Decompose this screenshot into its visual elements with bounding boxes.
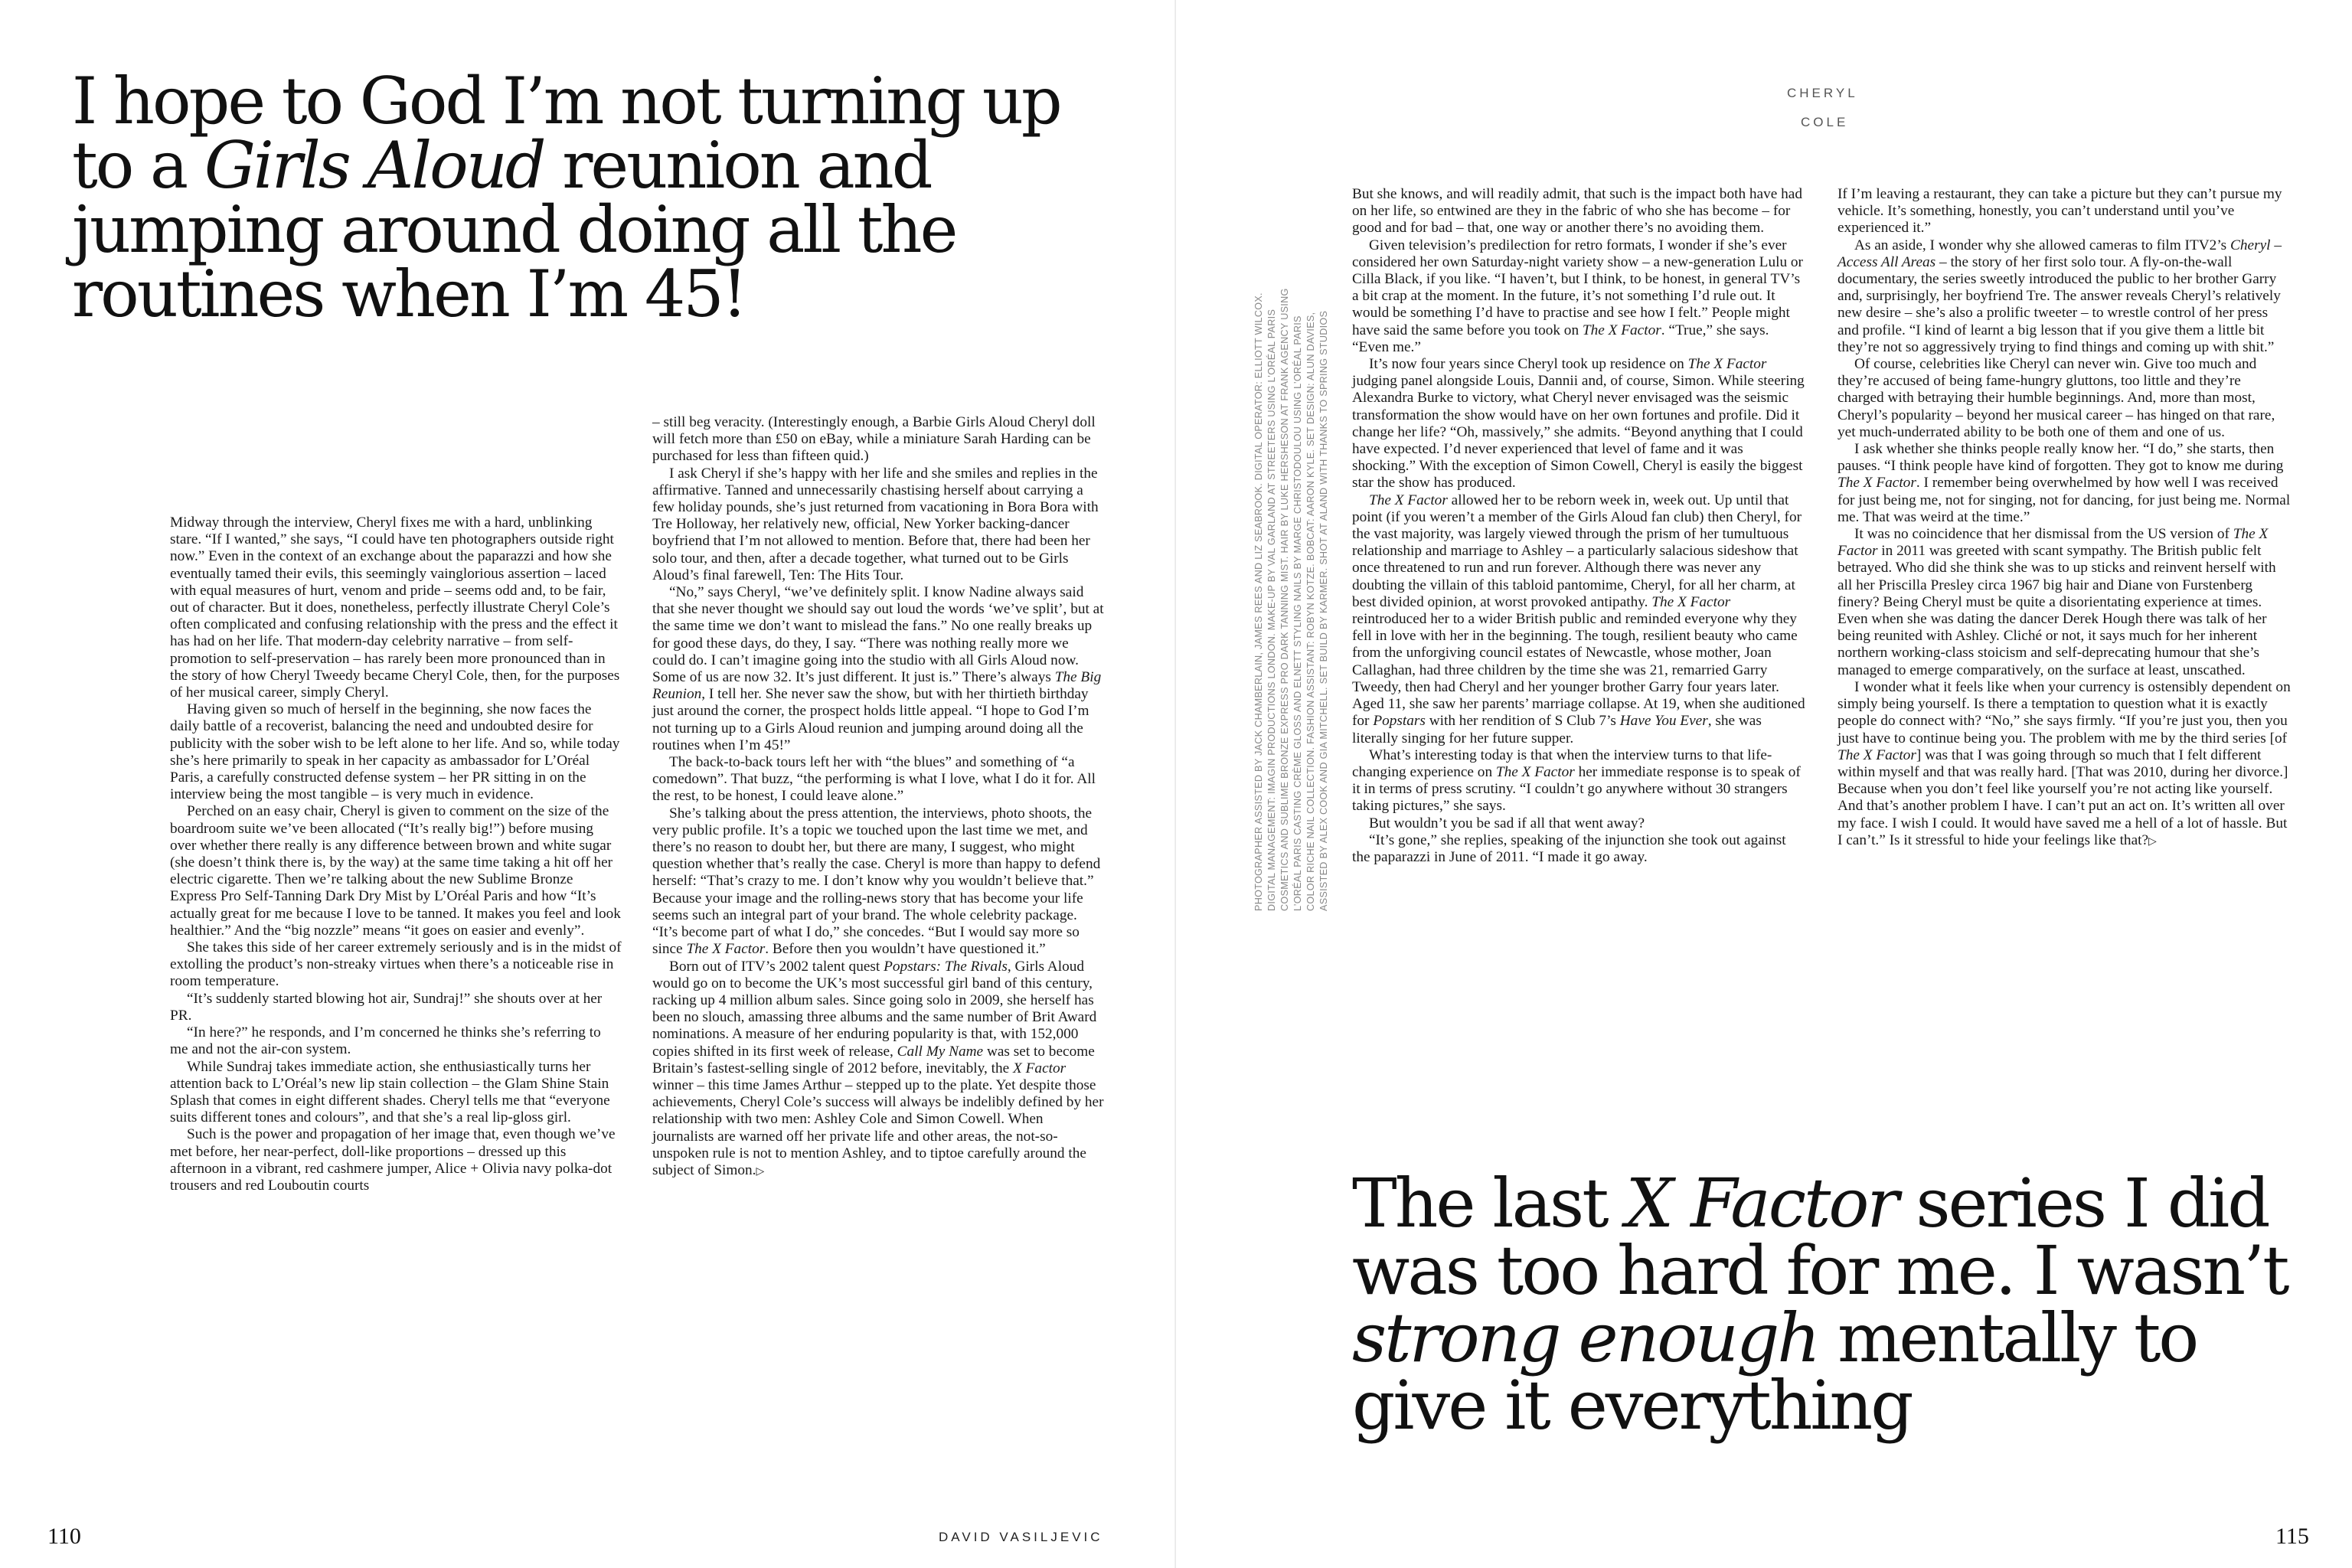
paragraph: I ask whether she thinks people really know her. “I do,” she starts, then pauses. “I think people have kind of forgotten. They got to know me during The X Factor. I remember being overwhelmed by how well I was received for just being me, not for singing, not for dancing, for just being me. Normal me. That was weird at the time.”: [1838, 441, 2291, 525]
paragraph: What’s interesting today is that when the interview turns to that life-changing experience on The X Factor her immediate response is to speak of it in terms of press scrutiny. “I couldn’t go anywhere without 30 strangers taking pictures,” she says.: [1352, 746, 1801, 815]
article-column-4: [1838, 186, 2291, 850]
paragraph: But wouldn’t you be sad if all that went away?: [1369, 815, 1645, 831]
author-byline: DAVID VASILJEVIC: [939, 1530, 1103, 1544]
paragraph: The back-to-back tours left her with “the blues” and something of “a comedown”. That buzz, “the performing is what I love, what I do it for. All the rest, to be honest, I could leave alone.”: [652, 754, 1096, 805]
paragraph: – still beg veracity. (Interestingly enough, a Barbie Girls Aloud Cheryl doll will fetch more than £50 on eBay, while a miniature Sarah Harding can be purchased for less than fifteen quid.): [652, 414, 1096, 465]
continue-arrow-icon: ▷: [2148, 835, 2157, 848]
paragraph: “In here?” he responds, and I’m concerned he thinks she’s referring to me and not the air-con system.: [170, 1024, 601, 1058]
paragraph: Given television’s predilection for retro formats, I wonder if she’s ever considered her own Saturday-night variety show – a new-generation Lulu or Cilla Black, if you like. “I haven’t, but I think, to be honest, in general TV’s a bit crap at the moment. In the future, it’s not something I’d rule out. It would be something I’d have to practise and see how I felt.” People might have said the same before you took on The X Factor. “True,” she says. “Even me.”: [1352, 237, 1803, 355]
paragraph: Born out of ITV’s 2002 talent quest Popstars: The Rivals, Girls Aloud would go on to become the UK’s most successful girl band of this century, racking up 4 million album sales. Since going solo in 2009, she herself has been no slouch, amassing three albums and the same number of Brit Award nominations. A measure of her enduring popularity is that, with 152,000 copies shifted in its first week of release, Call My Name was set to become Britain’s fastest-selling single of 2012 before, inevitably, the X Factor winner – this time James Arthur – stepped up to the plate. Yet despite those achievements, Cheryl Cole’s success will always be indelibly defined by her relationship with two men: Ashley Cole and Simon Cowell. When journalists are warned off her private life and other areas, the not-so-unspoken rule is not to mention Ashley, and to tiptoe carefully around the subject of Simon.▷: [652, 958, 1104, 1178]
paragraph: As an aside, I wonder why she allowed cameras to film ITV2’s Cheryl – Access All Areas – the story of her first solo tour. A fly-on-the-wall documentary, the series sweetly introduced the public to her brother Garry and, surprisingly, her boyfriend Tre. The answer reveals Cheryl’s relatively new desire – she’s also a prolific tweeter – to wrestle control of her press and profile. “I kind of learnt a big lesson that if you give them a little bit they’re not so aggressively trying to find things and coming up with shit.”: [1838, 237, 2282, 355]
paragraph: While Sundraj takes immediate action, she enthusiastically turns her attention back to L’Oréal’s new lip stain collection – the Glam Shine Stain Splash that comes in eight different shades. Cheryl tells me that “everyone suits different tones and colours”, and that she’s a real lip-gloss girl.: [170, 1058, 610, 1126]
photo-credits: PHOTOGRAPHER ASSISTED BY JACK CHAMBERLAIN, JAMES REES AND LIZ SEABROOK. DIGITAL OPERATOR: ELLIOTT WILCOX. DIGITAL MANAGEMENT: IMAGIN PRODUCTIONS LONDON. MAKE-UP BY VAL GARLAND AT STREETERS USING L’ORÉAL PARIS COSMETICS AND SUBLIME BRONZE EXPRESS PRO DARK TANNING MIST. HAIR BY LUKE HERSHESON AT FRANK AGENCY USING L’ORÉAL PARIS CASTING CRÈME GLOSS AND ELNETT STYLING NAILS BY MARGE CHRISTODOULOU USING L’ORÉAL PARIS COLOR RICHE NAIL COLLECTION. FASHION ASSISTANT: ROBYN KOTZE. BOBCAT: AARON KYLE. SET DESIGN: ALUN DAVIES, ASSISTED BY ALEX COOK AND GIA MITCHELL. SET BUILD BY KARMER. SHOT AT ALAND WITH THANKS TO SPRING STUDIOS: [1253, 288, 1329, 911]
paragraph: “It’s suddenly started blowing hot air, Sundraj!” she shouts over at her PR.: [170, 990, 603, 1024]
paragraph: I wonder what it feels like when your currency is ostensibly dependent on simply being yourself. Is there a temptation to question what it is exactly people do connect with? “No,” she says firmly. “If you’re just you, then you just have to continue being you. The problem with me by the third series [of The X Factor] was that I was going through so much that I felt different within myself and that was really hard. [That was 2010, during her divorce.] Because when you don’t feel like yourself you’re not acting like yourself. And that’s another problem I have. I can’t put an act on. It’s written all over my face. I wish I could. It would have saved me a hell of a lot of hassle. But I can’t.” Is it stressful to hide your feelings like that?▷: [1838, 678, 2291, 848]
paragraph: “No,” says Cheryl, “we’ve definitely split. I know Nadine always said that she never thought we should say out loud the words ‘we’ve split’, but at the same time we don’t want to mislead the fans.” No one really breaks up for good these days, do they, I say. “There was nothing really more we could do. I can’t imagine going into the studio with all Girls Aloud now. Some of us are now 32. It’s just different. It just is.” There’s always The Big Reunion, I tell her. She never saw the show, but with her thirtieth birthday just around the corner, the prospect holds little appeal. “I hope to God I’m not turning up to a Girls Aloud reunion and jumping around doing all the routines when I’m 45!”: [652, 584, 1104, 753]
continue-arrow-icon: ▷: [756, 1165, 765, 1178]
running-head-last-name: COLE: [1801, 115, 1849, 129]
paragraph: “It’s gone,” she replies, speaking of the injunction she took out against the paparazzi in June of 2011. “I made it go away.: [1352, 831, 1786, 865]
pull-quote-right: The last X Factor series I did was too hard for me. I wasn’t strong enough mentally to give it everything: [1352, 1164, 2288, 1445]
page-number-left: 110: [47, 1524, 81, 1549]
paragraph: Midway through the interview, Cheryl fixes me with a hard, unblinking stare. “If I wanted,” she says, “I could have ten photographers outside right now.” Even in the context of an exchange about the paparazzi and how she eventually tamed their evils, this seemingly vainglorious assertion – laced with equal measures of hurt, venom and pride – seems odd and, to be fair, out of character. But it does, nonetheless, perfectly illustrate Cheryl Cole’s often complicated and confusing relationship with the press and the effect it has had on her life. That modern-day celebrity narrative – from self-promotion to self-preservation – has rarely been more pronounced than in the story of how Cheryl Tweedy became Cheryl Cole, then, for the purposes of her musical career, simply Cheryl.: [170, 514, 620, 701]
paragraph: Perched on an easy chair, Cheryl is given to comment on the size of the boardroom suite we’ve been allocated (“It’s really big!”) before musing over whether there really is any difference between brown and white sugar (she doesn’t think there is, by the way) at the same time taking a hit off her electric cigarette. Then we’re talking about the new Sublime Bronze Express Pro Self-Tanning Dark Dry Mist by L’Oréal Paris and how “It’s actually great for me because I love to be tanned. It makes you feel and look healthier.” And the “big nozzle” means “it goes on easier and evenly”.: [170, 803, 621, 939]
paragraph: But she knows, and will readily admit, that such is the impact both have had on her life, so entwined are they in the fabric of who she has become – for good and for bad – that, one way or another there’s no avoiding them.: [1352, 186, 1802, 237]
article-column-2: [652, 414, 1104, 1180]
paragraph: I ask Cheryl if she’s happy with her life and she smiles and replies in the affirmative. Tanned and unnecessarily chastising herself about carrying a few holiday pounds, she’s just returned from vacationing in Bora Bora with Tre Holloway, her relatively new, official, New Yorker backing-dancer boyfriend that I’m not allowed to mention. Before that, there had been her solo tour, and then, after a decade together, what turned out to be Girls Aloud’s final farewell, Ten: The Hits Tour.: [652, 465, 1099, 583]
paragraph: Such is the power and propagation of her image that, even though we’ve met before, her near-perfect, doll-like proportions – dressed up this afternoon in a vibrant, red cashmere jumper, Alice + Olivia navy polka-dot trousers and red Louboutin courts: [170, 1126, 616, 1194]
paragraph: If I’m leaving a restaurant, they can take a picture but they can’t pursue my vehicle. It’s something, honestly, you can’t understand until you’ve experienced it.”: [1838, 186, 2282, 237]
article-column-1: [170, 514, 622, 1194]
page-number-right: 115: [2275, 1524, 2309, 1549]
pull-quote-left: I hope to God I’m not turning up to a Girls Aloud reunion and jumping around doing all the routines when I’m 45!: [72, 64, 1060, 332]
paragraph: The X Factor allowed her to be reborn week in, week out. Up until that point (if you weren’t a member of the Girls Aloud fan club) then Cheryl, for the vast majority, was largely viewed through the prism of her tumultuous relationship and marriage to Ashley – a particularly salacious sideshow that once threatened to run and run forever. Although there was never any doubting the villain of this tabloid pantomime, Cheryl, for all her charm, at best divided opinion, at worst provoked antipathy. The X Factor reintroduced her to a wider British public and reminded everyone why they fell in love with her in the beginning. The tough, resilient beauty who came from the unforgiving council estates of Newcastle, whose mother, Joan Callaghan, had three children by the time she was 21, remarried Garry Tweedy, then had Cheryl and her younger brother Garry four years later. Aged 11, she saw her parents’ marriage collapse. At 19, when she auditioned for Popstars with her rendition of S Club 7’s Have You Ever, she was literally singing for her future supper.: [1352, 492, 1805, 746]
paragraph: Having given so much of herself in the beginning, she now faces the daily battle of a recoverist, balancing the need and undoubted desire for publicity with the sober wish to be left alone to her life. And so, while today she’s here primarily to speak in her capacity as ambassador for L’Oréal Paris, a carefully constructed defense system – her PR sitting in on the interview being the most tangible – is very much in evidence.: [170, 701, 620, 803]
paragraph: It was no coincidence that her dismissal from the US version of The X Factor in 2011 was greeted with scant sympathy. The British public felt betrayed. Who did she think she was to up sticks and reinvent herself with all her Priscilla Presley circa 1967 big hair and Diane von Furstenberg finery? Being Cheryl must be quite a disorientating experience at times. Even when she was dating the dancer Derek Hough there was talk of her being reunited with Ashley. Cliché or not, it says much for her inherent northern working-class stoicism and self-deprecating humour that she’s managed to emerge comparatively, on the surface at least, unscathed.: [1838, 526, 2276, 678]
paragraph: It’s now four years since Cheryl took up residence on The X Factor judging panel alongside Louis, Dannii and, of course, Simon. While steering Alexandra Burke to victory, what Cheryl never envisaged was the seismic transformation the show would have on her own fortunes and profile. Did it change her life? “Oh, massively,” she admits. “Beyond anything that I could have expected. I’d never experienced that level of fame and it was shocking.” With the exception of Simon Cowell, Cheryl is easily the biggest star the show has produced.: [1352, 356, 1805, 492]
running-head-first-name: CHERYL: [1787, 86, 1858, 100]
paragraph: She’s talking about the press attention, the interviews, photo shoots, the very public profile. It’s a topic we touched upon the last time we met, and there’s no reason to doubt her, but there are many, I suggest, who might question whether that’s really the case. Cheryl is more than happy to defend herself: “That’s crazy to me. I don’t know why you wouldn’t believe that.” Because your image and the rolling-news story that has become your life seems such an integral part of your brand. The whole celebrity package. “It’s become part of what I do,” she concedes. “But I would say more so since The X Factor. Before then you wouldn’t have questioned it.”: [652, 805, 1101, 958]
article-column-3: [1352, 186, 1805, 866]
paragraph: She takes this side of her career extremely seriously and is in the midst of extolling the product’s non-streaky virtues when there’s a noticeable rise in room temperature.: [170, 939, 622, 990]
paragraph: Of course, celebrities like Cheryl can never win. Give too much and they’re accused of being fame-hungry gluttons, too little and they’re charged with betraying their humble beginnings. And, more than most, Cheryl’s popularity – beyond her musical career – has hinged on that rare, yet much-underrated ability to be both one of them and one of us.: [1838, 356, 2275, 440]
